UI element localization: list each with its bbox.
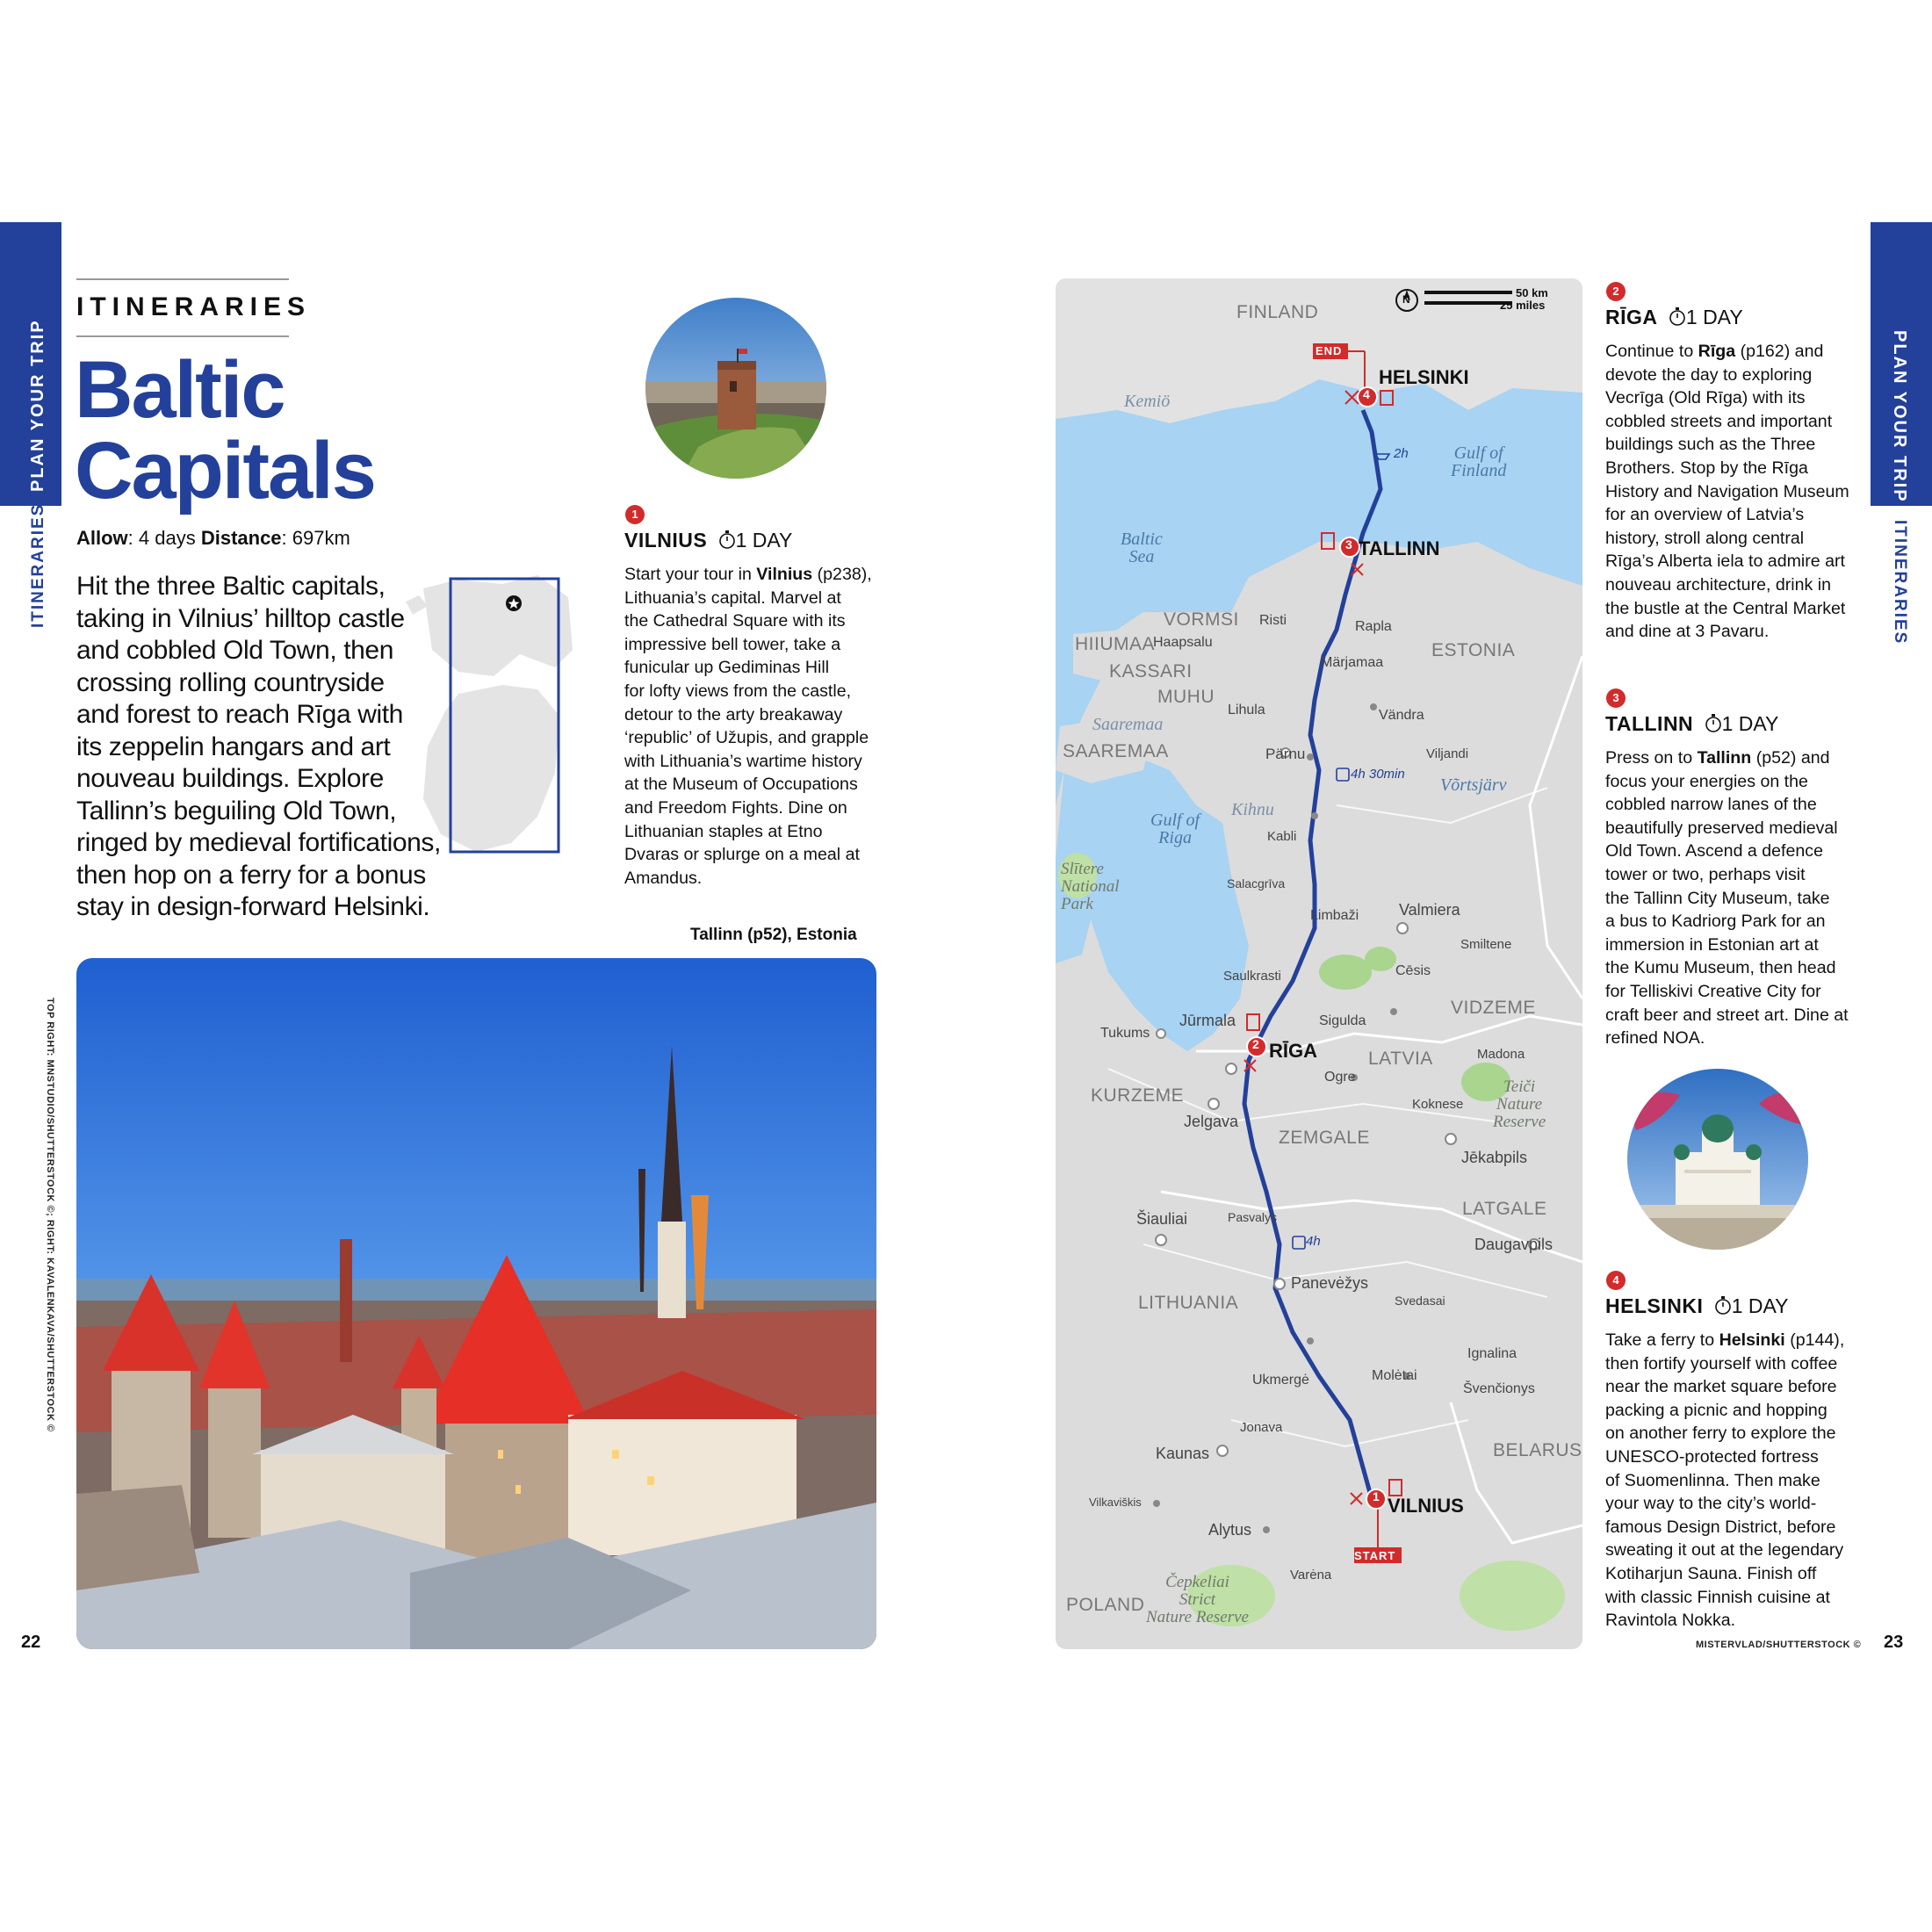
map-town-parnu: Pärnu (1265, 746, 1306, 762)
map-town-sigulda: Sigulda (1319, 1013, 1366, 1028)
stop-3-badge: 3 (1606, 688, 1626, 708)
map-region-latgale: LATGALE (1462, 1199, 1547, 1219)
intro-line: ringed by medieval fortifications, (76, 828, 441, 857)
body-line: refined NOA. (1605, 1028, 1705, 1049)
map-region-vidzeme: VIDZEME (1451, 998, 1536, 1018)
subsection-label-left: ITINERARIES (29, 502, 47, 628)
body-line: a bus to Kadriorg Park for an (1605, 912, 1826, 932)
stop-1-badge: 1 (625, 505, 645, 524)
map-town-moletai: Molėtai (1372, 1368, 1417, 1383)
map-sea-baltic: Baltic Sea (1121, 530, 1163, 566)
body-line: for an overview of Latvia’s (1605, 505, 1805, 525)
map-town-siauliai: Šiauliai (1136, 1210, 1188, 1228)
body-line: and Freedom Fights. Dine on (624, 797, 847, 818)
map-stop-num-3: 3 (1345, 537, 1352, 551)
stop-1-text (624, 563, 888, 890)
body-line: at the Museum of Occupations (624, 775, 858, 795)
body-line: buildings such as the Three (1605, 435, 1816, 455)
stop-4-duration: 1 DAY (1731, 1294, 1789, 1317)
map-sea-saaremaa: Saaremaa (1092, 715, 1164, 734)
allow-label: Allow (76, 527, 128, 549)
body-line: Lithuanian staples at Etno (624, 821, 823, 841)
intro-line: nouveau buildings. Explore (76, 764, 384, 793)
allow-value: : 4 days (127, 527, 201, 549)
map-town-koknese: Koknese (1412, 1097, 1464, 1112)
body-line: Press on to Tallinn (p52) and (1605, 748, 1830, 768)
map-region-estonia: ESTONIA (1431, 640, 1516, 660)
map-sea-kemio: Kemiö (1124, 392, 1171, 411)
map-stop-num-4: 4 (1363, 387, 1370, 401)
map-town-smiltene: Smiltene (1460, 937, 1512, 952)
body-line: sweating it out at the legendary (1605, 1540, 1844, 1561)
map-stop-num-1: 1 (1373, 1489, 1380, 1503)
map-town-limbazi: Limbaži (1310, 908, 1359, 923)
body-line: the Kumu Museum, then head (1605, 958, 1836, 978)
stop-1-duration: 1 DAY (735, 529, 793, 551)
map-end-label: END (1316, 344, 1343, 357)
intro-line: Tallinn’s beguiling Old Town, (76, 796, 397, 825)
map-region-latvia: LATVIA (1368, 1049, 1433, 1069)
body-line: UNESCO-protected fortress (1605, 1446, 1819, 1467)
map-town-risti: Risti (1259, 613, 1287, 628)
body-line: for Telliskivi Creative City for (1605, 981, 1821, 1001)
stopwatch-icon (718, 530, 736, 554)
body-line: impressive bell tower, take a (624, 634, 841, 654)
map-label-helsinki: HELSINKI (1379, 366, 1469, 388)
map-region-vormsi: VORMSI (1164, 609, 1239, 630)
map-town-jekabpils: Jēkabpils (1461, 1149, 1528, 1166)
page-number-left: 22 (21, 1633, 41, 1652)
map-park-slitere: Slītere National Park (1061, 860, 1120, 913)
body-line: Continue to Rīga (p162) and (1605, 342, 1824, 361)
map-region-kurzeme: KURZEME (1091, 1085, 1185, 1106)
map-town-jelgava: Jelgava (1184, 1113, 1239, 1130)
stop-3-duration: 1 DAY (1721, 712, 1779, 735)
body-line: Vecrīga (Old Rīga) with its (1605, 388, 1806, 408)
map-town-jonava: Jonava (1240, 1420, 1283, 1435)
body-line: the Tallinn City Museum, take (1605, 888, 1830, 908)
body-line: packing a picnic and hopping (1605, 1400, 1827, 1420)
body-line: focus your energies on the (1605, 771, 1808, 791)
page-title-line2: Capitals (75, 426, 375, 515)
photo-credit-left: TOP RIGHT: MNSTUDIO/SHUTTERSTOCK ©; RIGHT: KAVALENKAVA/SHUTTERSTOCK © (45, 998, 55, 1432)
map-region-finland: FINLAND (1236, 302, 1319, 322)
map-region-zemgale: ZEMGALE (1279, 1128, 1370, 1148)
intro-line: then hop on a ferry for a bonus (76, 860, 426, 890)
map-town-pasvalys: Pasvalys (1228, 1210, 1278, 1224)
map-town-daugavpils: Daugavpils (1474, 1236, 1554, 1253)
map-town-salacgriva: Salacgrīva (1227, 876, 1286, 890)
intro-paragraph (76, 571, 445, 924)
map-town-alytus: Alytus (1208, 1521, 1252, 1539)
map-park-cepkeliai: Čepkeliai Strict Nature Reserve (1146, 1573, 1249, 1626)
stop-3-name: TALLINN (1605, 712, 1694, 735)
stop-4-text (1605, 1329, 1869, 1633)
body-line: devote the day to exploring (1605, 364, 1813, 385)
allow-line (76, 527, 350, 550)
map-sea-vortsjarv: Võrtsjärv (1440, 775, 1507, 795)
stopwatch-icon (1669, 306, 1686, 331)
tallinn-photo (76, 958, 876, 1649)
stop-4-name: HELSINKI (1605, 1294, 1704, 1317)
body-line: History and Navigation Museum (1605, 481, 1849, 501)
body-line: with classic Finnish cuisine at (1605, 1587, 1830, 1607)
map-town-svencionys: Švenčionys (1463, 1381, 1535, 1396)
map-label-vilnius: VILNIUS (1388, 1495, 1464, 1517)
body-line: famous Design District, before (1605, 1517, 1836, 1537)
stop-2-name: RĪGA (1605, 306, 1658, 328)
photo-credit-right: MISTERVLAD/SHUTTERSTOCK © (1696, 1640, 1862, 1650)
intro-line: its zeppelin hangars and art (76, 732, 391, 761)
section-label-right: PLAN YOUR TRIP (1890, 330, 1909, 503)
body-line: Old Town. Ascend a defence (1605, 841, 1823, 861)
body-line: immersion in Estonian art at (1605, 934, 1819, 955)
kicker-rule-top (76, 278, 289, 280)
body-line: detour to the arty breakaway (624, 704, 843, 724)
stopwatch-icon (1714, 1295, 1732, 1320)
kicker-rule-bottom (76, 335, 289, 337)
page-number-right: 23 (1884, 1633, 1904, 1652)
intro-line: and forest to reach Rīga with (76, 700, 403, 729)
map-sea-gulf-riga: Gulf of Riga (1150, 811, 1200, 847)
body-line: of Suomenlinna. Then make (1605, 1470, 1820, 1490)
scale-miles: 25 miles (1500, 299, 1546, 312)
intro-line: taking in Vilnius’ hilltop castle (76, 603, 405, 633)
map-town-svedasai: Svedasai (1395, 1294, 1445, 1308)
map-park-teici: Teiči Nature Reserve (1493, 1078, 1546, 1131)
stop-3-heading (1605, 712, 1778, 738)
stop-1-heading (624, 529, 792, 554)
map-region-saaremaa: SAAREMAA (1063, 741, 1169, 761)
stop-4-heading (1605, 1294, 1789, 1320)
distance-value: : 697km (281, 527, 350, 549)
body-line: cobbled narrow lanes of the (1605, 795, 1817, 815)
stop-2-text (1605, 340, 1869, 644)
map-town-varena: Varėna (1290, 1568, 1332, 1582)
body-line: your way to the city’s world- (1605, 1494, 1817, 1514)
map-sea-kihnu: Kihnu (1231, 800, 1274, 819)
body-line: near the market square before (1605, 1377, 1837, 1397)
map-town-rapla: Rapla (1355, 619, 1392, 634)
body-line: the bustle at the Central Market (1605, 598, 1846, 618)
body-line: on another ferry to explore the (1605, 1424, 1836, 1444)
map-region-kassari: KASSARI (1109, 661, 1193, 681)
map-label-riga: RĪGA (1269, 1040, 1317, 1062)
stop-2-badge: 2 (1606, 282, 1626, 301)
body-line: funicular up Gediminas Hill (624, 658, 830, 678)
map-town-madona: Madona (1477, 1047, 1525, 1062)
map-town-kabli: Kabli (1267, 829, 1297, 844)
locator-star-icon (506, 595, 522, 611)
body-line: Rīga’s Alberta iela to admire art (1605, 551, 1846, 572)
map-start-label: START (1354, 1549, 1396, 1562)
body-line: Take a ferry to Helsinki (p144), (1605, 1330, 1845, 1350)
map-town-vilkaviskis: Vilkaviškis (1089, 1496, 1142, 1509)
map-town-tukums: Tukums (1100, 1026, 1150, 1041)
map-region-belarus: BELARUS (1493, 1440, 1582, 1460)
map-region-hiiumaa: HIIUMAA (1075, 634, 1156, 654)
map-town-jurmala: Jūrmala (1179, 1012, 1236, 1029)
map-town-haapsalu: Haapsalu (1153, 635, 1213, 650)
body-line: ‘republic’ of Užupis, and grapple (624, 728, 869, 748)
map-town-ukmerge: Ukmergė (1252, 1373, 1309, 1388)
map-town-cesis: Cēsis (1395, 963, 1431, 978)
scale-km: 50 km (1516, 286, 1548, 299)
body-line: Lithuania’s capital. Marvel at (624, 588, 841, 608)
photo-caption: Tallinn (p52), Estonia (690, 926, 857, 944)
map-town-vandra: Vändra (1379, 708, 1424, 723)
map-town-panevezys: Panevėžys (1291, 1274, 1369, 1292)
stop-1-name: VILNIUS (624, 529, 708, 551)
body-line: Amandus. (624, 868, 703, 888)
body-line: with Lithuania’s wartime history (624, 751, 862, 771)
map-town-viljandi: Viljandi (1426, 746, 1469, 761)
body-line: Start your tour in Vilnius (p238), (624, 565, 872, 584)
section-label-left: PLAN YOUR TRIP (28, 319, 47, 492)
body-line: for lofty views from the castle, (624, 681, 852, 701)
body-line: history, stroll along central (1605, 528, 1805, 548)
stop-3-text (1605, 746, 1869, 1050)
distance-label: Distance (200, 527, 282, 549)
body-line: tower or two, perhaps visit (1605, 864, 1806, 884)
intro-line: and cobbled Old Town, then (76, 636, 393, 665)
map-town-ignalina: Ignalina (1467, 1346, 1517, 1361)
map-label-tallinn: TALLINN (1359, 537, 1440, 559)
stop-2-heading (1605, 306, 1743, 331)
map-town-kaunas: Kaunas (1156, 1445, 1210, 1462)
body-line: Brothers. Stop by the Rīga (1605, 458, 1808, 478)
body-line: craft beer and street art. Dine at (1605, 1005, 1849, 1025)
map-town-lihula: Lihula (1228, 703, 1265, 717)
map-town-saulkrasti: Saulkrasti (1223, 969, 1281, 984)
map-stop-num-2: 2 (1252, 1037, 1259, 1051)
map-sea-gulf-finland: Gulf of Finland (1451, 443, 1507, 480)
map-town-marjamaa: Märjamaa (1321, 655, 1384, 670)
map-travel-riga-vilnius: 4h (1306, 1234, 1321, 1249)
body-line: and dine at 3 Pavaru. (1605, 622, 1770, 642)
stop-2-duration: 1 DAY (1685, 306, 1743, 328)
body-line: Kotiharjun Sauna. Finish off (1605, 1563, 1817, 1583)
map-travel-ferry: 2h (1394, 446, 1409, 461)
kicker: ITINERARIES (76, 292, 312, 321)
body-line: Dvaras or splurge on a meal at (624, 845, 860, 865)
body-line: then fortify yourself with coffee (1605, 1353, 1838, 1373)
map-region-lithuania: LITHUANIA (1138, 1293, 1239, 1313)
stop-4-badge: 4 (1606, 1271, 1626, 1290)
intro-line: Hit the three Baltic capitals, (76, 572, 386, 601)
intro-line: crossing rolling countryside (76, 667, 385, 697)
body-line: Ravintola Nokka. (1605, 1611, 1736, 1631)
map-town-valmiera: Valmiera (1399, 901, 1460, 919)
page-title (75, 345, 375, 515)
body-line: the Cathedral Square with its (624, 611, 846, 631)
intro-line: stay in design-forward Helsinki. (76, 892, 430, 921)
map-region-muhu: MUHU (1157, 687, 1215, 707)
stopwatch-icon (1705, 713, 1722, 738)
body-line: beautifully preserved medieval (1605, 818, 1838, 838)
vilnius-castle-photo (645, 298, 826, 479)
body-line: cobbled streets and important (1605, 411, 1833, 431)
map-travel-tallinn-riga: 4h 30min (1351, 767, 1405, 782)
map-region-poland: POLAND (1066, 1595, 1145, 1615)
page-title-line1: Baltic (75, 345, 285, 435)
north-label: N (1402, 293, 1410, 306)
locator-map (406, 571, 590, 861)
map-town-ogre: Ogre (1324, 1070, 1356, 1085)
helsinki-cathedral-photo (1627, 1069, 1808, 1250)
subsection-label-right: ITINERARIES (1891, 520, 1909, 645)
body-line: nouveau architecture, drink in (1605, 574, 1832, 595)
